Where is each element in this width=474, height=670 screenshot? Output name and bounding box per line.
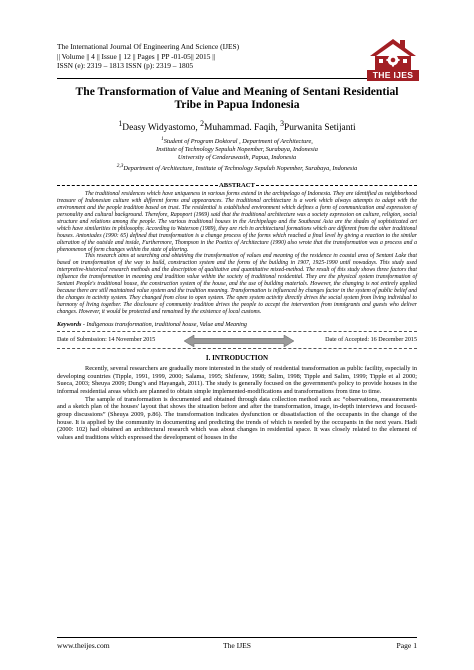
footer-page-number: Page 1 <box>396 641 417 650</box>
author-2-sup: 2 <box>200 118 205 128</box>
author-1-sup: 1 <box>118 118 123 128</box>
affiliation-text: Institute of Technology Sepuluh Nopember, Surabaya, Indonesia <box>156 145 318 153</box>
section-heading: I. INTRODUCTION <box>205 354 269 363</box>
abstract-paragraph-2: This research aims at searching and obtaining the transformation of values and meaning of the residence in coastal area of Sentani Lake that based on transformation of the way to build, construction system and the forms of the building in 1907, 1925-1990 until nowadays. This study used interpretive-historical research methods and the description of qualitative and quantitative mixed-method. The result of this study shows three factors that influence the transformation in meaning and tradition value within the society of traditional residential. They are the physical system transformation of Sentani People's traditional house, the construction system of the house, and the use of building materials. However, the changing is not entirely applied because there are still maintained value system and the tradition meaning. Transformation is influenced by changes factor in the system of public belief and the changes in activity system. They changed from close to open system. The open system activity directly drives the social system from living individual to harmony of living together. The disclosure of community tradition drives the people to accept the intervention from immigrants and guests who deliver changes. However, it would be protected and remained by the existence of local customs. <box>57 253 417 316</box>
journal-volume: || Volume || 4 || Issue || 12 || Pages || PP -01-05|| 2015 || <box>57 51 216 61</box>
logo-text: THE IJES <box>367 70 419 81</box>
accepted-date: Date of Accepted: 16 December 2015 <box>325 337 417 344</box>
affiliations <box>57 135 417 173</box>
dash-rule <box>256 185 417 186</box>
affiliation-sup: 2,3 <box>116 162 124 169</box>
intro-paragraph-1: Recently, several researchers are gradually more interested in the study of residential transformation as public facility, especially in developing countries (Tipple, 1991, 1999, 2000; Salama, 1995; Shiferaw, 1998; Salim, 1998; Tipple and Salim, 1999; Tipple et al 2000; Sueca, 2003; Sheuya 2009; Dung’s and Hayangah, 2011). The study is generally focused on the government's policy to provide houses in the informal residential areas which are planned to obtain simple implemented-modifications and transformations from time to time. <box>57 365 417 396</box>
page-footer <box>57 637 417 653</box>
paper-title: The Transformation of Value and Meaning of Sentani Residential Tribe in Papua Indonesia <box>75 84 399 112</box>
affiliation-text: University of Cenderawasih, Papua, Indonesia <box>177 153 297 161</box>
affiliation-line <box>57 162 417 173</box>
affiliation-text: Student of Program Doktoral , Department of Architecture, <box>163 137 313 145</box>
abstract-paragraph-1: The traditional residences which have uniqueness in various forms extend in the archipelago of Indonesia. They are identified as neighborhood treasure of Indonesian culture with different forms and appearances. The traditional architecture is a work which always attempts to adapt with the environment and the people tradition based on trust. The residential is established environment which defines a form of communication and expression of personality and cultural background. Therefore, Rapoport (1969) said that the traditional architecture was a society expression on culture, religion, social structure and relations among the people. The various traditional houses in the Archipelago and the Southeast Asia are the shades of sophisticated art which have similarities in philosophy. According to Waterson (1989), they are rich in architectural formations which are different from the other traditional houses. Antoniades (1990: 65) defined that transformation is a change process of the forms which reached a final level by giving a reaction to the similar alteration of the outside and inside, Furthermore, Thompson in the Poetics of Architecture (1990) also wrote that the transformation was a process and a phenomenon of form changes within the state of altering. <box>57 190 417 253</box>
journal-name: The International Journal Of Engineering And Science (IJES) <box>57 42 240 51</box>
house-logo-icon <box>366 36 420 72</box>
author-2: Muhammad. Faqih, <box>204 122 281 133</box>
dates-row <box>57 334 417 348</box>
journal-issn: ISSN (e): 2319 – 1813 ISSN (p): 2319 – 1805 <box>57 61 194 71</box>
double-arrow-icon <box>184 335 294 347</box>
affiliation-line <box>57 135 417 146</box>
footer-url[interactable]: www.theijes.com <box>57 641 110 650</box>
author-1: Deasy Widyastomo, <box>122 122 201 133</box>
affiliation-sup: 1 <box>161 135 164 142</box>
footer-journal: The IJES <box>222 641 252 650</box>
submission-date: Date of Submission: 14 November 2015 <box>57 337 156 344</box>
keywords-label: Keywords <box>57 322 82 329</box>
author-list <box>57 119 417 133</box>
dash-rule <box>57 185 218 186</box>
ijes-logo <box>366 36 420 82</box>
affiliation-line <box>57 146 417 154</box>
abstract-label: ABSTRACT <box>219 181 255 189</box>
journal-header <box>57 42 357 71</box>
affiliation-text: Department of Architecture, Institute of Technology Sepuluh Nopember, Surabaya, Indonesia <box>123 164 358 172</box>
keywords-value: - Indigenous transformation, traditional house, Value and Meaning <box>81 322 247 329</box>
abstract-heading <box>57 182 417 189</box>
affiliation-line <box>57 154 417 162</box>
author-3: Purwanita Setijanti <box>284 122 356 133</box>
intro-paragraph-2: The sample of transformation is documented and obtained through data collection method such as: “observations, measurements and a sketch plan of the houses' layout that shows the situation before and after the transformation, image, in-depth interviews and focused-group discussions” (Sheuya 2009, p.86). The transformation indicates dysfunction or dissatisfaction of the occupants in the change of the house. It is applied by the community in documenting and predicting the trends of which is needed by the occupants in the next years. Hadi (2000: 102) had obtained an architectural research which was about changes in residential space. It was closely related to the element of values and traditions which expressed the development of houses in the <box>57 395 417 441</box>
keywords-rule <box>57 331 417 332</box>
author-3-sup: 3 <box>280 118 285 128</box>
header-rule <box>57 78 417 79</box>
keywords-line <box>57 322 417 328</box>
dates-rule <box>57 348 417 349</box>
